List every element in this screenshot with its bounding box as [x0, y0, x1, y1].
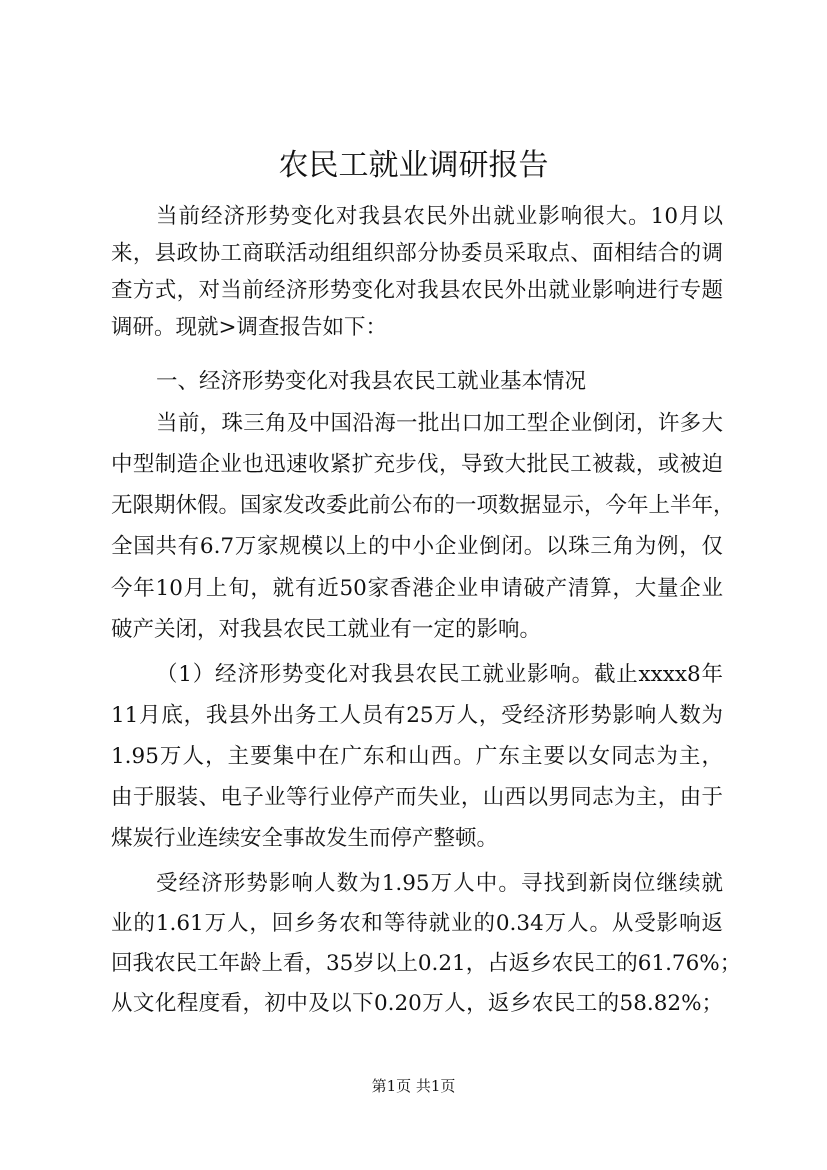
- paragraph-line: 破产关闭，对我县农民工就业有一定的影响。: [111, 617, 542, 642]
- paragraph-line: 煤炭行业连续安全事故发生而停产整顿。: [111, 826, 499, 851]
- paragraph-line: 调研。现就>调查报告如下：: [111, 315, 388, 340]
- paragraph-line: 当前，珠三角及中国沿海一批出口加工型企业倒闭，许多大: [156, 411, 723, 436]
- paragraph-line: 来，县政协工商联活动组组织部分协委员采取点、面相结合的调: [111, 241, 723, 266]
- paragraph-line: 1.95万人，主要集中在广东和山西。广东主要以女同志为主，: [111, 744, 723, 769]
- paragraph-line: 中型制造企业也迅速收紧扩充步伐，导致大批民工被裁，或被迫: [111, 452, 723, 477]
- paragraph-line: 11月底，我县外出务工人员有25万人，受经济形势影响人数为: [111, 703, 723, 728]
- paragraph-line: 由于服装、电子业等行业停产而失业，山西以男同志为主，由于: [111, 785, 723, 810]
- paragraph-line: （1）经济形势变化对我县农民工就业影响。截止xxxx8年: [156, 662, 723, 687]
- page-footer: 第1页 共1页: [371, 1077, 456, 1095]
- paragraph-line: 回我农民工年龄上看，35岁以上0.21，占返乡农民工的61.76%；: [111, 951, 742, 976]
- paragraph-line: 今年10月上旬，就有近50家香港企业申请破产清算，大量企业: [111, 576, 723, 601]
- paragraph-line: 全国共有6.7万家规模以上的中小企业倒闭。以珠三角为例，仅: [111, 534, 723, 559]
- paragraph-line: 业的1.61万人，回乡务农和等待就业的0.34万人。从受影响返: [111, 911, 723, 936]
- paragraph-line: 受经济形势影响人数为1.95万人中。寻找到新岗位继续就: [156, 871, 723, 896]
- paragraph-line: 当前经济形势变化对我县农民外出就业影响很大。10月以: [156, 204, 723, 229]
- paragraph-line: 从文化程度看，初中及以下0.20万人，返乡农民工的58.82%；: [111, 991, 723, 1016]
- page-title: 农民工就业调研报告: [278, 148, 549, 183]
- paragraph-line: 查方式，对当前经济形势变化对我县农民外出就业影响进行专题: [111, 278, 723, 303]
- section-heading: 一、经济形势变化对我县农民工就业基本情况: [156, 369, 587, 394]
- paragraph-line: 无限期休假。国家发改委此前公布的一项数据显示，今年上半年，: [111, 493, 735, 518]
